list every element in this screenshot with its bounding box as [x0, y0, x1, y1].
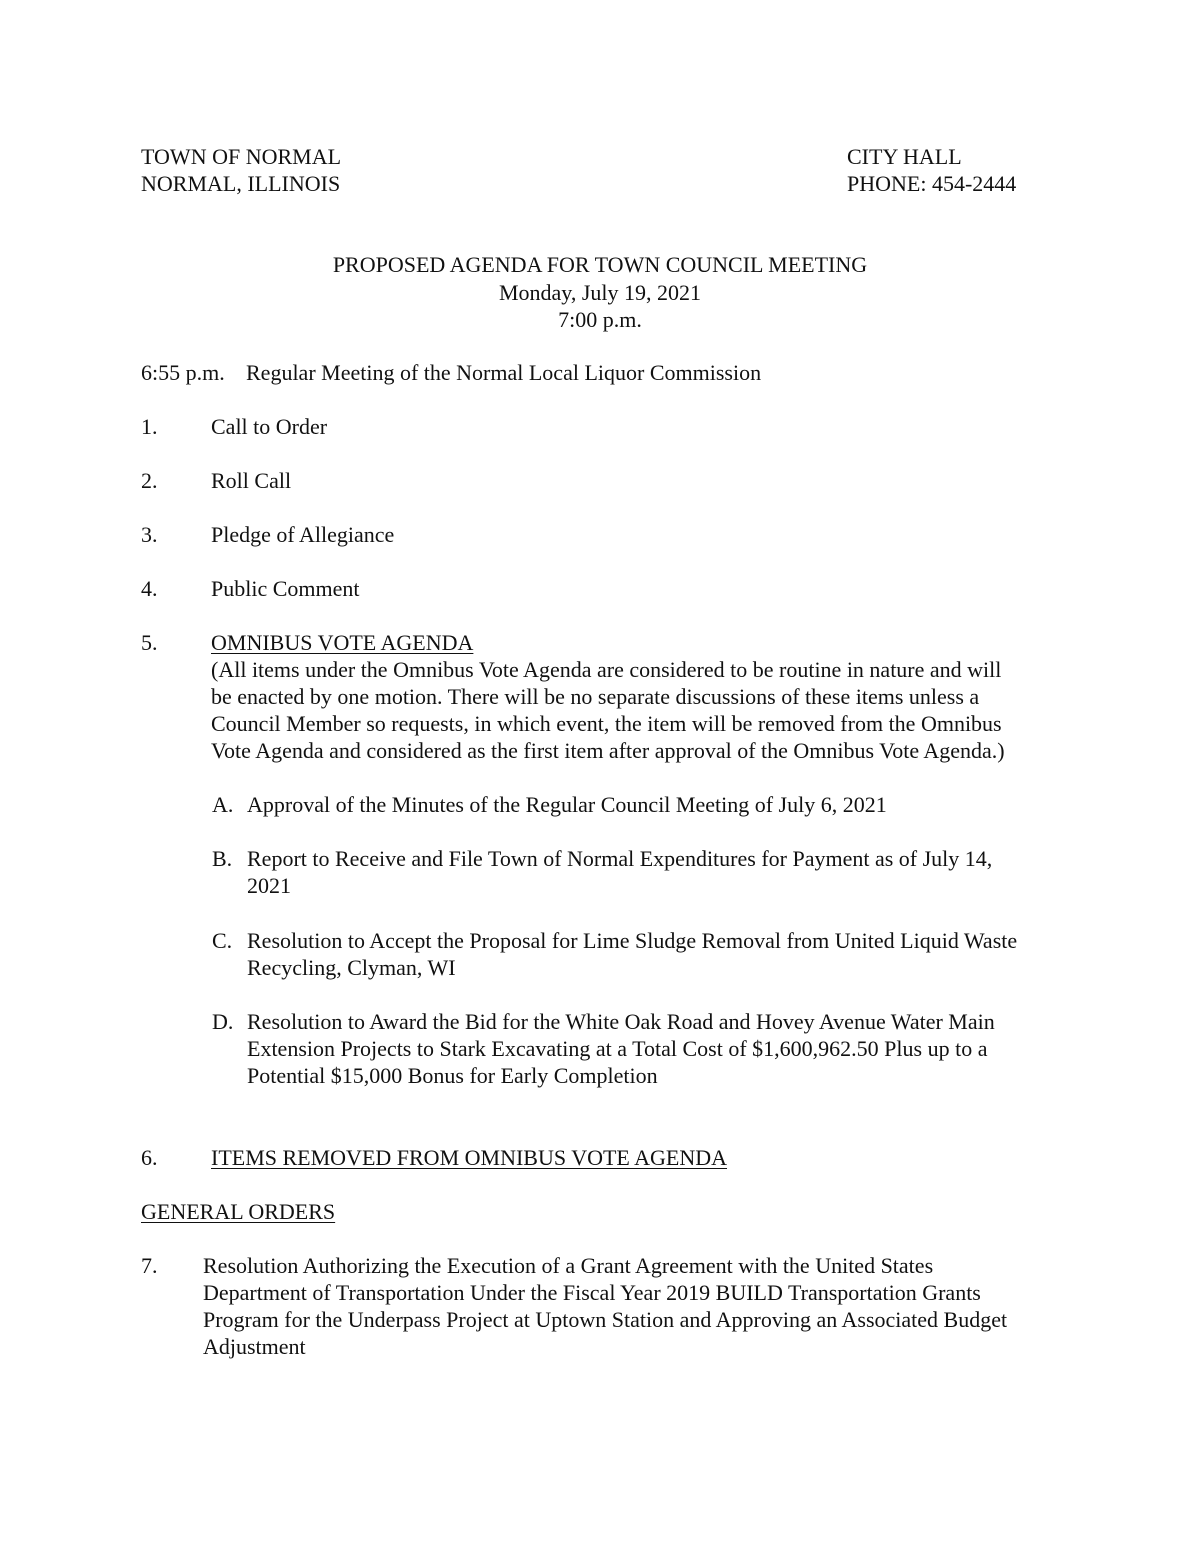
phone-number: PHONE: 454-2444 — [847, 171, 1017, 196]
sub-item-letter: A. — [212, 792, 234, 817]
general-order-line: Program for the Underpass Project at Uptown Station and Approving an Associated Budget — [203, 1307, 1008, 1332]
sub-item-d-line: Potential $15,000 Bonus for Early Completion — [247, 1063, 658, 1088]
liquor-commission-text: Regular Meeting of the Normal Local Liquor Commission — [246, 360, 762, 385]
general-order-line: Department of Transportation Under the Fiscal Year 2019 BUILD Transportation Grants — [203, 1280, 981, 1305]
omnibus-note-line: (All items under the Omnibus Vote Agenda are considered to be routine in nature and will — [211, 657, 1002, 682]
agenda-item-number: 2. — [141, 468, 158, 493]
sub-item-d-line: Resolution to Award the Bid for the White Oak Road and Hovey Avenue Water Main — [247, 1009, 995, 1034]
sub-item-b-line: 2021 — [247, 873, 291, 898]
meeting-time: 7:00 p.m. — [558, 307, 642, 332]
agenda-item-number: 7. — [141, 1253, 158, 1278]
liquor-commission-time: 6:55 p.m. — [141, 360, 225, 385]
sub-item-b-line: Report to Receive and File Town of Normal Expenditures for Payment as of July 14, — [247, 846, 993, 871]
general-order-line: Adjustment — [203, 1334, 306, 1359]
agenda-item-pledge: Pledge of Allegiance — [211, 522, 395, 547]
agenda-item-roll-call: Roll Call — [211, 468, 292, 493]
omnibus-note-line: be enacted by one motion. There will be no separate discussions of these items unless a — [211, 684, 980, 709]
city-hall: CITY HALL — [847, 144, 962, 169]
omnibus-note-line: Council Member so requests, in which event, the item will be removed from the Omnibus — [211, 711, 1002, 736]
sub-item-letter: C. — [212, 928, 233, 953]
general-order-line: Resolution Authorizing the Execution of a Grant Agreement with the United States — [203, 1253, 934, 1278]
omnibus-heading: OMNIBUS VOTE AGENDA — [211, 630, 474, 655]
meeting-date: Monday, July 19, 2021 — [498, 280, 702, 305]
sub-item-a-line: Approval of the Minutes of the Regular Council Meeting of July 6, 2021 — [247, 792, 887, 817]
agenda-item-number: 1. — [141, 414, 158, 439]
sub-item-c-line: Recycling, Clyman, WI — [247, 955, 456, 980]
sub-item-d-line: Extension Projects to Stark Excavating at a Total Cost of $1,600,962.50 Plus up to a — [247, 1036, 988, 1061]
org-location: NORMAL, ILLINOIS — [141, 171, 341, 196]
agenda-item-number: 6. — [141, 1145, 158, 1170]
agenda-title: PROPOSED AGENDA FOR TOWN COUNCIL MEETING — [332, 252, 868, 277]
agenda-item-number: 5. — [141, 630, 158, 655]
sub-item-c-line: Resolution to Accept the Proposal for Lime Sludge Removal from United Liquid Waste — [247, 928, 1018, 953]
removed-items-heading: ITEMS REMOVED FROM OMNIBUS VOTE AGENDA — [211, 1145, 728, 1170]
sub-item-letter: B. — [212, 846, 233, 871]
agenda-item-number: 3. — [141, 522, 158, 547]
general-orders-heading: GENERAL ORDERS — [141, 1199, 336, 1224]
omnibus-note-line: Vote Agenda and considered as the first item after approval of the Omnibus Vote Agenda.) — [211, 738, 1005, 763]
agenda-item-number: 4. — [141, 576, 158, 601]
sub-item-letter: D. — [212, 1009, 234, 1034]
agenda-item-public-comment: Public Comment — [211, 576, 360, 601]
agenda-item-call-to-order: Call to Order — [211, 414, 328, 439]
org-name: TOWN OF NORMAL — [141, 144, 342, 169]
